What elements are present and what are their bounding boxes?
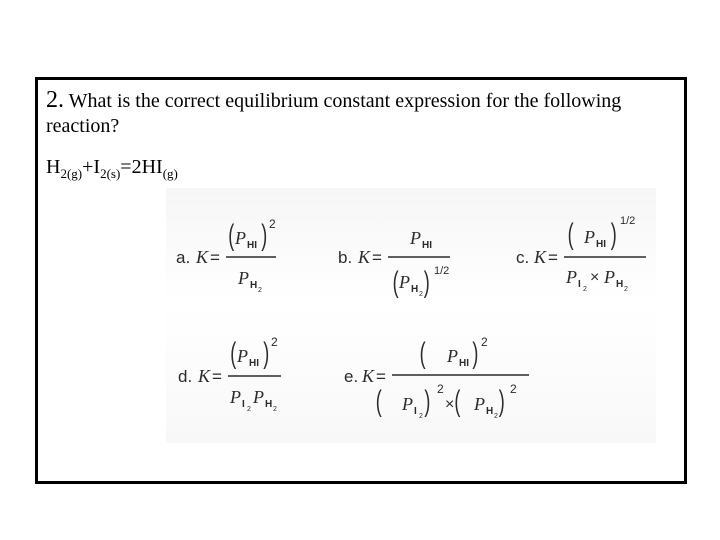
svg-text:×: ×: [445, 396, 455, 413]
svg-text:H: H: [250, 280, 258, 291]
svg-text:1/2: 1/2: [620, 215, 636, 227]
option-c[interactable]: [516, 202, 651, 297]
reaction-h2: H: [46, 156, 61, 178]
svg-text:H: H: [486, 406, 494, 417]
svg-text:): ): [610, 218, 617, 252]
svg-text:2: 2: [247, 406, 251, 413]
svg-text:): ): [261, 219, 268, 253]
svg-text:c.: c.: [516, 248, 530, 267]
svg-text:2: 2: [273, 406, 277, 413]
svg-text:=: =: [210, 248, 220, 267]
option-b-formula: [338, 208, 458, 303]
svg-text:P: P: [230, 387, 241, 407]
option-a[interactable]: [176, 208, 286, 298]
reaction-i2: +I: [82, 156, 101, 178]
option-d-formula: [178, 325, 293, 420]
svg-text:P: P: [253, 387, 264, 407]
svg-text:H: H: [411, 284, 419, 295]
svg-text:K: K: [534, 247, 547, 267]
option-b[interactable]: [338, 208, 458, 303]
svg-text:2: 2: [419, 291, 423, 298]
svg-text:): ): [263, 337, 270, 371]
svg-text:(: (: [230, 337, 237, 371]
option-c-formula: [516, 202, 651, 297]
svg-text:(: (: [375, 385, 382, 419]
option-d[interactable]: [178, 325, 293, 420]
svg-text:P: P: [410, 228, 421, 248]
svg-text:2: 2: [510, 382, 517, 396]
svg-text:H: H: [265, 399, 273, 410]
svg-text:2: 2: [419, 413, 423, 420]
svg-text:(: (: [454, 385, 461, 419]
svg-text:b.: b.: [338, 248, 353, 267]
reaction-equation: [46, 154, 178, 180]
svg-text:HI: HI: [422, 240, 432, 251]
question-prompt: What is the correct equilibrium constant expression for the following reaction?: [46, 90, 622, 137]
svg-text:P: P: [238, 268, 249, 288]
svg-text:K: K: [196, 247, 209, 267]
svg-text:=: =: [548, 248, 558, 267]
svg-text:2: 2: [624, 286, 628, 293]
svg-text:2: 2: [269, 217, 276, 231]
svg-text:P: P: [402, 394, 413, 414]
svg-text:(: (: [228, 219, 235, 253]
reaction-i2-state: 2(s): [100, 166, 121, 181]
svg-text:=: =: [212, 367, 222, 386]
svg-text:e.: e.: [344, 367, 359, 386]
svg-text:): ): [424, 385, 431, 419]
svg-text:a.: a.: [176, 248, 191, 267]
option-e[interactable]: [344, 318, 534, 428]
svg-text:P: P: [235, 228, 246, 248]
svg-text:P: P: [447, 346, 458, 366]
reaction-hi: =2HI: [120, 156, 163, 178]
svg-text:2: 2: [437, 382, 444, 396]
reaction-h2-state: 2(g): [60, 166, 83, 181]
svg-text:P: P: [237, 346, 248, 366]
svg-text:HI: HI: [459, 358, 469, 369]
svg-text:(: (: [567, 218, 574, 252]
svg-text:HI: HI: [247, 240, 257, 251]
svg-text:(: (: [419, 337, 426, 371]
svg-text:I: I: [578, 279, 581, 290]
svg-text:2: 2: [494, 413, 498, 420]
svg-text:P: P: [604, 267, 615, 287]
question-text: [46, 88, 676, 139]
question-card: [35, 77, 687, 484]
svg-text:H: H: [616, 279, 624, 290]
option-e-formula: [344, 318, 534, 428]
svg-text:d.: d.: [178, 367, 193, 386]
svg-text:): ): [472, 337, 479, 371]
svg-text:P: P: [584, 227, 595, 247]
svg-text:=: =: [376, 367, 386, 386]
svg-text:P: P: [399, 272, 410, 292]
svg-text:×: ×: [590, 269, 600, 286]
question-number: 2.: [46, 87, 64, 113]
svg-text:2: 2: [271, 335, 278, 349]
svg-text:K: K: [362, 366, 375, 386]
svg-text:=: =: [372, 248, 382, 267]
option-a-formula: [176, 208, 286, 298]
svg-text:2: 2: [258, 287, 262, 294]
svg-text:1/2: 1/2: [434, 265, 450, 277]
svg-text:I: I: [242, 399, 245, 410]
svg-text:(: (: [392, 266, 399, 300]
svg-text:2: 2: [583, 286, 587, 293]
svg-text:K: K: [198, 366, 211, 386]
svg-text:P: P: [566, 267, 577, 287]
reaction-hi-state: (g): [162, 166, 178, 181]
svg-text:I: I: [414, 406, 417, 417]
svg-text:P: P: [474, 394, 485, 414]
svg-text:): ): [423, 266, 430, 300]
answer-options: [166, 188, 656, 443]
svg-text:K: K: [358, 247, 371, 267]
svg-text:2: 2: [481, 335, 488, 349]
svg-text:HI: HI: [596, 239, 606, 250]
svg-text:HI: HI: [249, 358, 259, 369]
svg-text:): ): [498, 385, 505, 419]
